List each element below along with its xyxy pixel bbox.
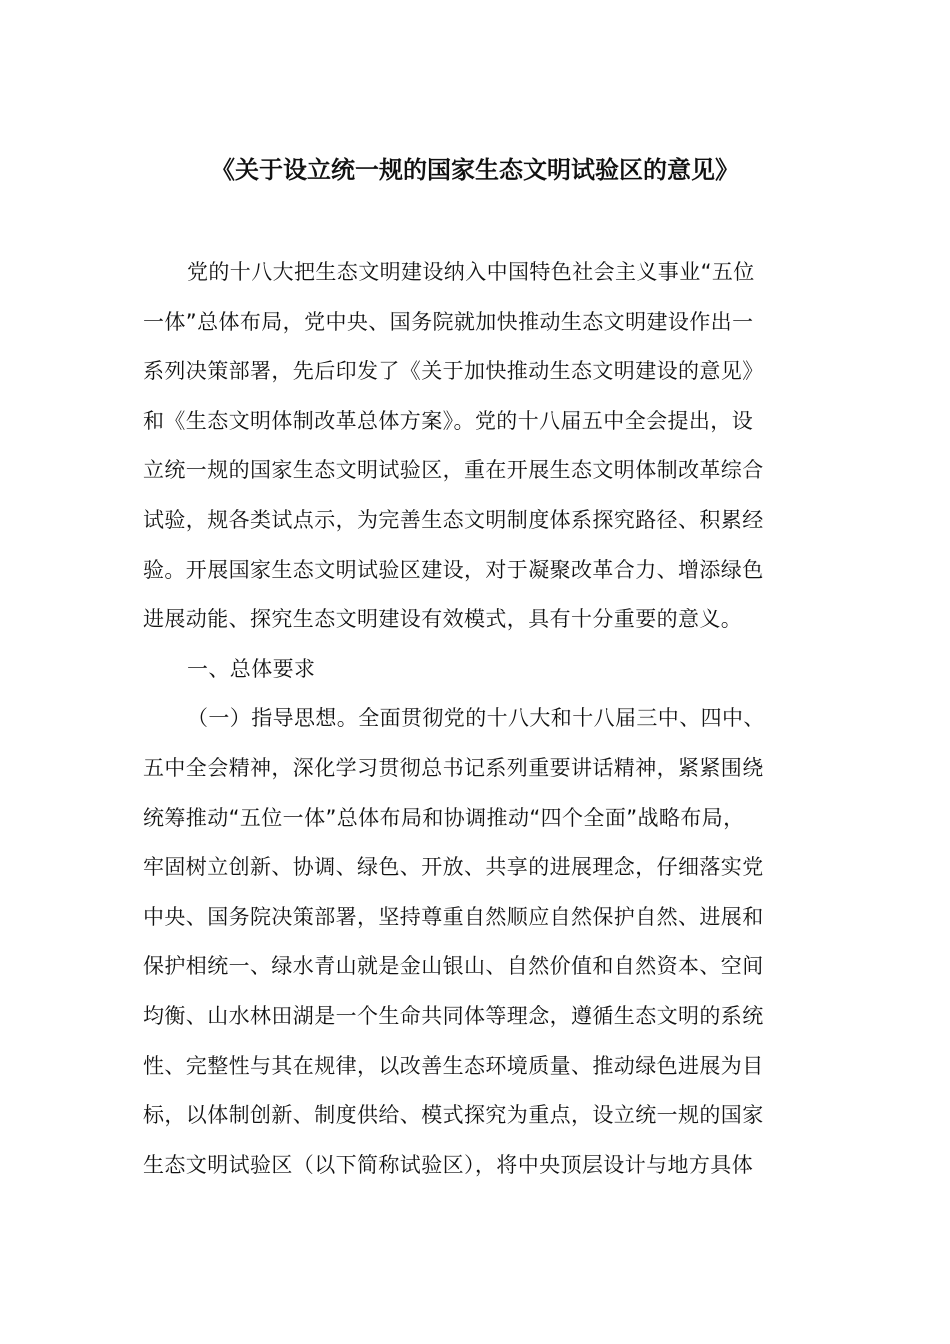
paragraph-line: 生态文明试验区（以下简称试验区），将中央顶层设计与地方具体 <box>143 1152 754 1177</box>
paragraph-line: 一体”总体布局，党中央、国务院就加快推动生态文明建设作出一 <box>143 309 754 334</box>
paragraph-line: 牢固树立创新、协调、绿色、开放、共享的进展理念，仔细落实党 <box>143 855 764 880</box>
paragraph-line: 试验，规各类试点示，为完善生态文明制度体系探究路径、积累经 <box>143 507 764 532</box>
paragraph-line: 中央、国务院决策部署，坚持尊重自然顺应自然保护自然、进展和 <box>143 904 764 929</box>
paragraph-line: 均衡、山水林田湖是一个生命共同体等理念，遵循生态文明的系统 <box>143 1003 764 1028</box>
paragraph-line: 统筹推动“五位一体”总体布局和协调推动“四个全面”战略布局， <box>143 805 745 830</box>
paragraph-line: 和《生态文明体制改革总体方案》。党的十八届五中全会提出，设 <box>143 408 754 433</box>
paragraph-line: （一）指导思想。全面贯彻党的十八大和十八届三中、四中、 <box>187 706 765 731</box>
paragraph-line: 五中全会精神，深化学习贯彻总书记系列重要讲话精神，紧紧围绕 <box>143 755 764 780</box>
paragraph-line: 验。开展国家生态文明试验区建设，对于凝聚改革合力、增添绿色 <box>143 557 764 582</box>
paragraph-line: 性、完整性与其在规律，以改善生态环境质量、推动绿色进展为目 <box>143 1053 764 1078</box>
paragraph-line: 系列决策部署，先后印发了《关于加快推动生态文明建设的意见》 <box>143 359 764 384</box>
document-title: 《关于设立统一规的国家生态文明试验区的意见》 <box>211 156 739 184</box>
paragraph-line: 党的十八大把生态文明建设纳入中国特色社会主义事业“五位 <box>187 260 755 284</box>
paragraph-line: 保护相统一、绿水青山就是金山银山、自然价值和自然资本、空间 <box>143 954 764 979</box>
paragraph-line: 进展动能、探究生态文明建设有效模式，具有十分重要的意义。 <box>143 607 743 632</box>
document-body <box>143 248 813 1190</box>
section-heading: 一、总体要求 <box>187 656 316 681</box>
paragraph-line: 标，以体制创新、制度供给、模式探究为重点，设立统一规的国家 <box>143 1103 764 1128</box>
paragraph-line: 立统一规的国家生态文明试验区，重在开展生态文明体制改革综合 <box>143 458 764 483</box>
